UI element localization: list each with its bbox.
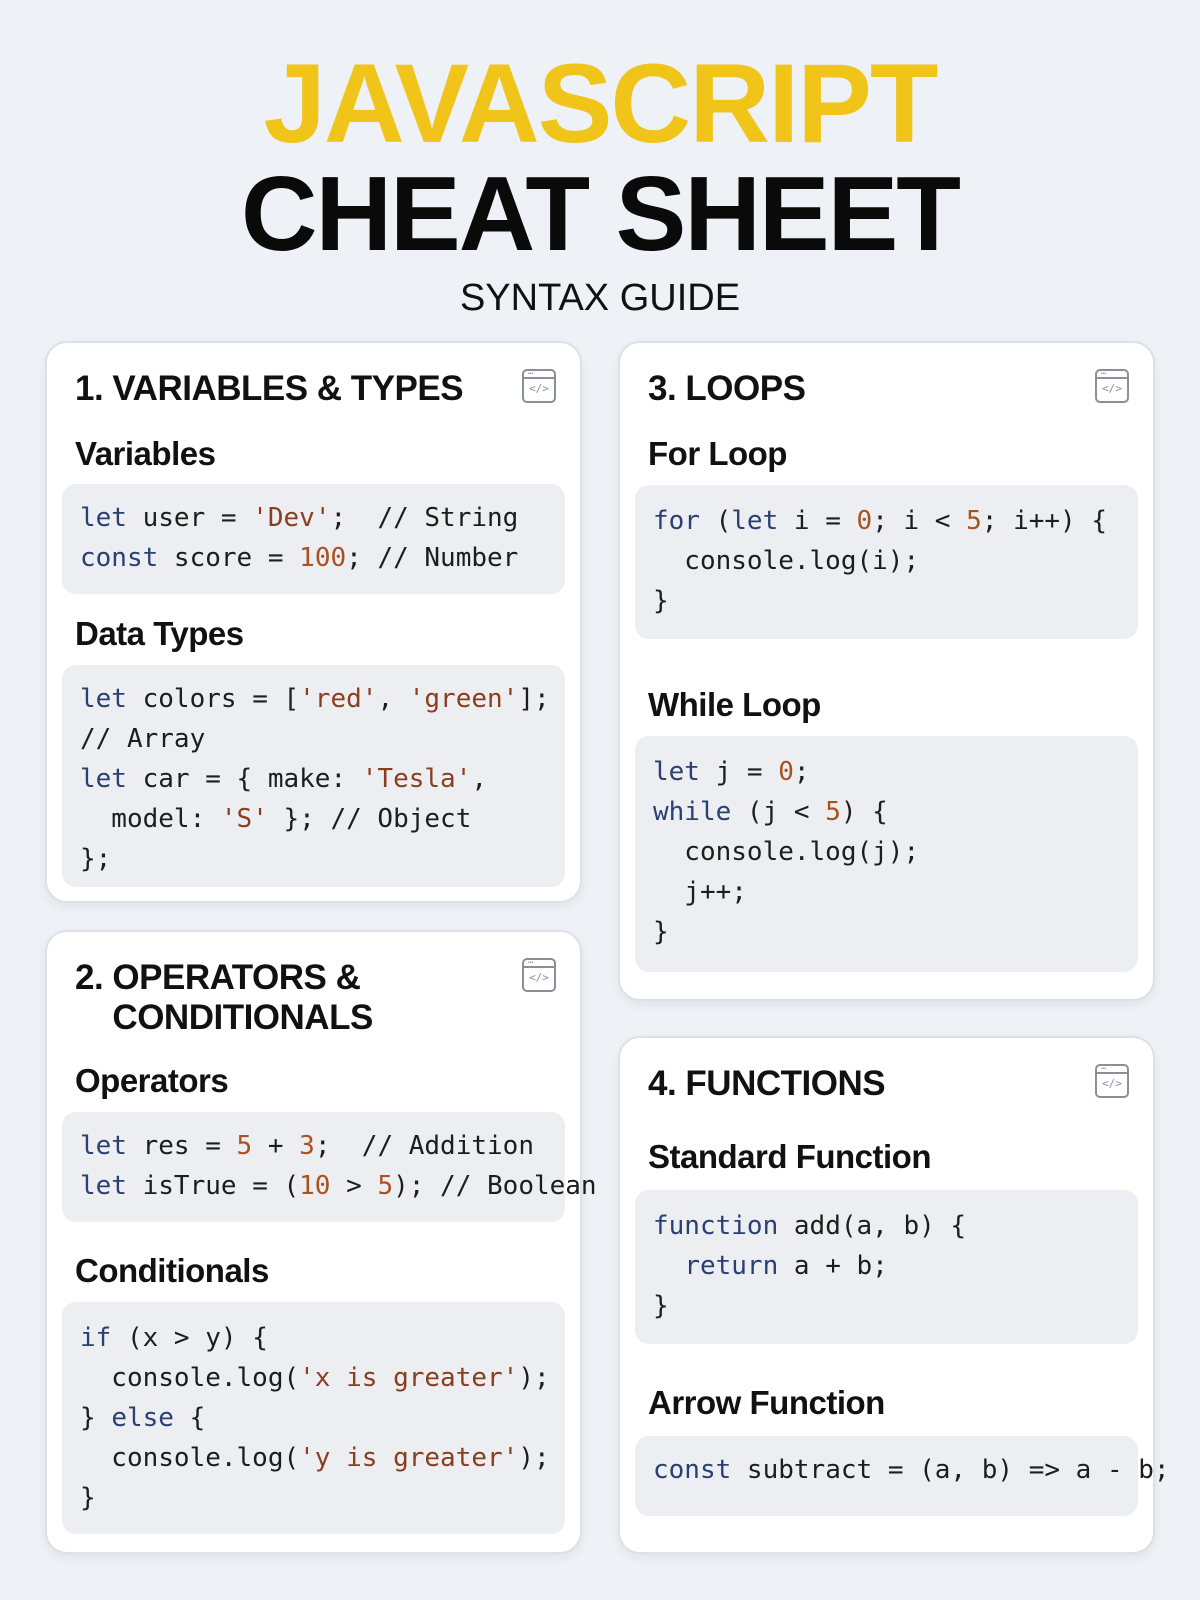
- code-line: [80, 1126, 547, 1166]
- code-token: 'Tesla': [361, 764, 472, 794]
- code-block: [62, 1112, 597, 1222]
- title-javascript: JAVASCRIPT: [263, 41, 937, 166]
- code-window-icon: ••• </>: [522, 369, 556, 403]
- code-token: ,: [377, 684, 409, 714]
- code-token: 'x is greater': [299, 1363, 519, 1393]
- card-title-line: CONDITIONALS: [112, 998, 373, 1037]
- code-block: [62, 665, 565, 887]
- section-heading: Data Types: [75, 615, 244, 652]
- card-title: [75, 369, 463, 409]
- code-line: [80, 759, 547, 799]
- card-title-line: OPERATORS &: [112, 958, 361, 997]
- card-operators-conditionals: [45, 930, 597, 1554]
- code-token: 'S': [220, 804, 268, 834]
- code-token: ; // String: [330, 503, 519, 533]
- code-token: j =: [699, 757, 779, 787]
- code-line: [653, 1206, 1120, 1246]
- code-token: ,: [471, 764, 488, 794]
- code-token: 10: [299, 1171, 331, 1201]
- code-token: let: [80, 684, 127, 714]
- card-title-text: FUNCTIONS: [685, 1064, 886, 1103]
- card-title: [648, 1064, 885, 1104]
- code-line: [653, 872, 1120, 912]
- section-heading: For Loop: [648, 435, 787, 472]
- code-window-icon: ••• </>: [522, 958, 556, 992]
- code-token: model:: [80, 804, 221, 834]
- card-functions: [618, 1036, 1170, 1554]
- code-token: );: [518, 1363, 550, 1393]
- title-cheat-sheet: CHEAT SHEET: [240, 155, 960, 273]
- code-window-icon: ••• </>: [1095, 369, 1129, 403]
- code-line: [80, 1358, 550, 1398]
- code-token: score =: [158, 543, 300, 573]
- section-heading: Standard Function: [648, 1138, 931, 1175]
- code-line: [653, 581, 1120, 621]
- code-block: [62, 484, 565, 594]
- section-heading: Operators: [75, 1062, 229, 1099]
- card-number: 2.: [75, 958, 113, 997]
- code-token: };: [80, 844, 112, 874]
- code-token: }; // Object: [267, 804, 472, 834]
- code-token: (: [699, 506, 732, 536]
- card-loops: [618, 341, 1155, 1001]
- code-token: car = { make:: [126, 764, 362, 794]
- code-line: [80, 498, 547, 538]
- section-heading: Conditionals: [75, 1252, 269, 1289]
- code-token: (j <: [731, 797, 826, 827]
- code-token: ) {: [840, 797, 888, 827]
- code-token: ;: [793, 757, 810, 787]
- code-line: [653, 912, 1120, 952]
- code-token: console.log(j);: [653, 837, 920, 867]
- code-line: [80, 719, 547, 759]
- code-token: 0: [856, 506, 873, 536]
- code-line: [653, 541, 1120, 581]
- card-title: [75, 958, 373, 1038]
- code-token: while: [653, 797, 732, 827]
- code-line: [653, 832, 1120, 872]
- code-block: [635, 485, 1138, 639]
- code-line: [653, 1246, 1120, 1286]
- code-line: [653, 501, 1120, 541]
- code-token: }: [80, 1483, 96, 1513]
- code-token: (x > y) {: [111, 1323, 268, 1353]
- code-token: isTrue = (: [126, 1171, 300, 1201]
- code-token: let: [653, 757, 700, 787]
- code-token: return: [684, 1251, 779, 1281]
- code-token: console.log(i);: [653, 546, 920, 576]
- code-token: let: [731, 506, 779, 536]
- code-token: user =: [126, 503, 253, 533]
- code-line: [80, 1438, 550, 1478]
- code-token: 'red': [299, 684, 378, 714]
- section-heading: While Loop: [648, 686, 821, 723]
- code-token: 0: [778, 757, 794, 787]
- page-header: [0, 41, 1200, 320]
- code-token: >: [330, 1171, 378, 1201]
- code-token: 3: [299, 1131, 315, 1161]
- code-token: 'green': [408, 684, 519, 714]
- code-token: 'Dev': [252, 503, 331, 533]
- code-token: colors = [: [126, 684, 300, 714]
- card-number: 3.: [648, 369, 686, 408]
- code-token: let: [80, 1171, 127, 1201]
- card-title-text: LOOPS: [685, 369, 806, 408]
- card-variables-types: [45, 341, 582, 903]
- code-token: ; i++) {: [981, 506, 1107, 536]
- code-token: function: [653, 1211, 779, 1241]
- code-line: [80, 1398, 547, 1438]
- code-token: add(a, b) {: [778, 1211, 967, 1241]
- code-window-icon: ••• </>: [1095, 1064, 1129, 1098]
- card-title: [648, 369, 805, 409]
- code-token: 5: [377, 1171, 394, 1201]
- code-token: 'y is greater': [299, 1443, 519, 1473]
- code-token: ; i <: [872, 506, 967, 536]
- card-number: 1.: [75, 369, 113, 408]
- code-block: [62, 1302, 565, 1534]
- code-token: let: [80, 503, 127, 533]
- section-heading: Arrow Function: [648, 1384, 885, 1421]
- card-number: 4.: [648, 1064, 686, 1103]
- code-token: 5: [236, 1131, 253, 1161]
- code-token: {: [173, 1403, 206, 1433]
- code-token: console.log(: [80, 1443, 300, 1473]
- code-line: [80, 839, 547, 879]
- code-line: [653, 1286, 1120, 1326]
- code-token: 5: [966, 506, 982, 536]
- code-token: res =: [126, 1131, 237, 1161]
- code-token: ); // Boolean: [393, 1171, 597, 1201]
- code-line: [80, 1478, 547, 1518]
- code-token: +: [252, 1131, 300, 1161]
- card-title-text: VARIABLES & TYPES: [112, 369, 464, 408]
- code-line: [653, 752, 1120, 792]
- card-title-text: [112, 958, 372, 1038]
- code-token: let: [80, 1131, 127, 1161]
- code-token: ];: [518, 684, 550, 714]
- code-token: }: [653, 1291, 669, 1321]
- code-token: let: [80, 764, 127, 794]
- code-line: [80, 679, 550, 719]
- code-token: 100: [299, 543, 347, 573]
- code-token: ; // Number: [346, 543, 519, 573]
- code-line: [80, 799, 547, 839]
- code-token: }: [653, 586, 669, 616]
- code-line: [653, 792, 1120, 832]
- code-token: i =: [778, 506, 857, 536]
- code-token: const: [80, 543, 159, 573]
- code-token: j++;: [653, 877, 747, 907]
- code-token: ; // Addition: [314, 1131, 534, 1161]
- subtitle: SYNTAX GUIDE: [459, 277, 741, 319]
- code-token: }: [653, 917, 669, 947]
- code-token: [653, 1251, 684, 1281]
- code-token: );: [518, 1443, 550, 1473]
- code-token: }: [80, 1403, 112, 1433]
- code-block: [635, 736, 1138, 972]
- code-block: [635, 1436, 1170, 1516]
- code-token: console.log(: [80, 1363, 300, 1393]
- code-token: 5: [825, 797, 841, 827]
- code-token: if: [80, 1323, 112, 1353]
- code-token: for: [653, 506, 700, 536]
- code-line: [80, 538, 547, 578]
- code-token: else: [111, 1403, 174, 1433]
- code-line: [80, 1166, 597, 1206]
- code-block: [635, 1190, 1138, 1344]
- code-line: [80, 1318, 547, 1358]
- code-token: // Array: [80, 724, 206, 754]
- code-token: const: [653, 1455, 732, 1485]
- code-line: [653, 1450, 1170, 1490]
- code-token: subtract = (a, b) => a - b;: [731, 1455, 1170, 1485]
- code-token: a + b;: [778, 1251, 888, 1281]
- section-heading: Variables: [75, 435, 216, 472]
